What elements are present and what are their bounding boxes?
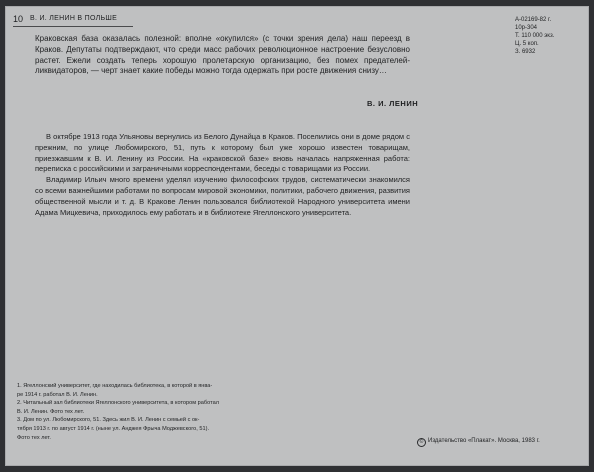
publication-info bbox=[515, 16, 554, 56]
lenin-quote: Краковская база оказалась полезной: вполне «окупился» (с точки зрения дела) наш переезд в Краков. Депутаты подтверждают, что среди масс рабочих революционное настроение безусловно растет. Ежели создать теперь хорошую пролетарскую организацию, без помех предателей-ликвидаторов, — черт знает какие победы можно тогда одержать при росте движения снизу… bbox=[35, 34, 410, 76]
caption-line: тября 1913 г. по август 1914 г. (ныне ул. Анджея Фрыча Моджевского, 51). bbox=[17, 425, 210, 432]
header-rule bbox=[13, 26, 133, 27]
caption-line: Фото тех лет. bbox=[17, 434, 51, 441]
body-paragraph: Владимир Ильич много времени уделял изучению философских трудов, систематически знакомился со всеми важнейшими работами по вопросам мировой экономики, политики, рабочего движения, развития общественной мысли и т. д. В Кракове Ленин пользовался библиотекой Народного университета имени Адама Мицкевича, приходилось ему работать и в библиотеке Ягеллонского университета. bbox=[35, 175, 410, 217]
postcard-back bbox=[5, 6, 589, 466]
credit-text: Издательство «Плакат». Москва, 1983 г. bbox=[428, 438, 540, 444]
pub-line: 10р-304 bbox=[515, 25, 538, 31]
pub-line: Ц. 5 коп. bbox=[515, 41, 539, 47]
page-number: 10 bbox=[13, 14, 24, 24]
series-title: В. И. ЛЕНИН В ПОЛЬШЕ bbox=[30, 15, 118, 22]
body-text bbox=[35, 132, 410, 218]
caption-line: ре 1914 г. работал В. И. Ленин. bbox=[17, 391, 98, 398]
body-paragraph: В октябре 1913 года Ульяновы вернулись из Белого Дунайца в Краков. Поселились они в доме рядом с прежним, по улице Любомирского, 51, путь к которому был уже хорошо известен товарищам, приезжавшим к В. И. Ленину из России. На «краковской базе» вновь началась напряженная работа: переписка с российскими и заграничными корреспондентами, беседы с товарищами из России. bbox=[35, 132, 410, 174]
caption-line: 1. Ягеллонский университет, где находилась библиотека, в которой в янва- bbox=[17, 383, 213, 389]
publisher-credit bbox=[417, 438, 540, 447]
caption-line: 2. Читальный зал библиотеки Ягеллонского университета, в котором работал bbox=[17, 400, 219, 407]
photo-captions bbox=[17, 382, 339, 442]
pub-line: А-02169-82 г. bbox=[515, 17, 552, 23]
caption-line: 3. Дом по ул. Любомирского, 51. Здесь жил В. И. Ленин с семьей с ок- bbox=[17, 417, 200, 424]
pub-line: Т. 110 000 экз. bbox=[515, 33, 555, 39]
pub-line: З. 6932 bbox=[515, 49, 536, 55]
copyright-icon: © bbox=[417, 438, 426, 447]
quote-author: В. И. ЛЕНИН bbox=[367, 99, 419, 108]
caption-line: В. И. Ленин. Фото тех лет. bbox=[17, 408, 85, 415]
